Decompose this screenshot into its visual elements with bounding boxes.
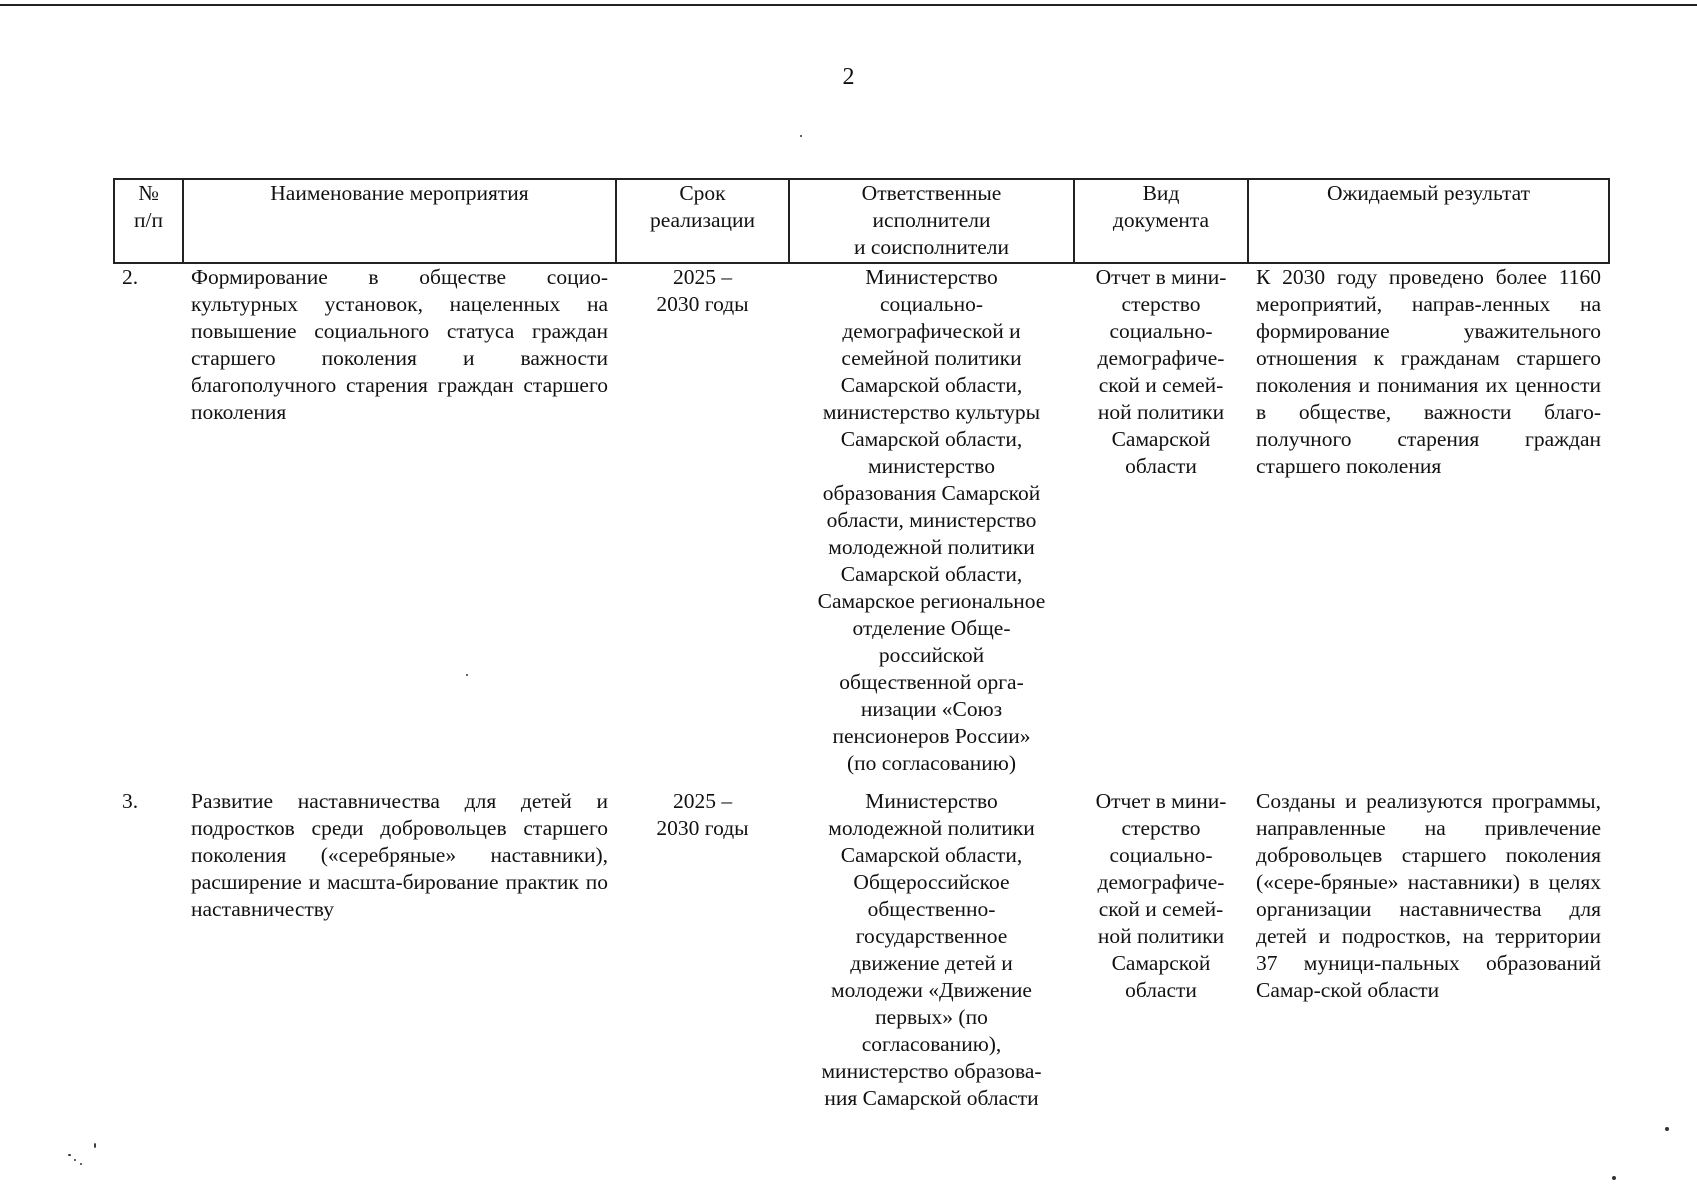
row-number: 2.	[122, 265, 139, 289]
event-executors: Министерство молодежной политики Самарской области, Общероссийское общественно- государственное движение детей и молодежи «Движение первых» (по согласованию), министерство образова- ния Самарской области	[821, 789, 1042, 1110]
table-row	[114, 788, 1609, 1112]
scan-speck	[68, 1154, 71, 1156]
events-table	[113, 178, 1610, 1112]
header-term: Срок реализации	[616, 179, 789, 263]
top-border-line	[0, 4, 1697, 6]
scan-speck	[800, 135, 802, 137]
event-name: Развитие наставничества для детей и подростков среди добровольцев старшего поколения («серебряные» наставники), расширение и масшта-бирование практик по наставничеству	[191, 789, 608, 921]
scan-speck	[1665, 1127, 1669, 1131]
event-term: 2025 – 2030 годы	[656, 265, 749, 316]
header-event-name: Наименование мероприятия	[183, 179, 616, 263]
header-executors: Ответственные исполнители и соисполнители	[789, 179, 1074, 263]
event-expected-result: Созданы и реализуются программы, направленные на привлечение добровольцев старшего поколения («сере-бряные» наставники) в целях организации наставничества для детей и подростков, на территории 37 муници-пальных образований Самар-ской области	[1256, 789, 1601, 1002]
event-document-type: Отчет в мини- стерство социально- демографиче- ской и семей- ной политики Самарской области	[1095, 265, 1227, 478]
scan-speck	[80, 1163, 82, 1165]
header-number: № п/п	[114, 179, 183, 263]
scan-speck	[466, 674, 468, 676]
table-header-row	[114, 179, 1609, 263]
event-document-type: Отчет в мини- стерство социально- демографиче- ской и семей- ной политики Самарской области	[1095, 789, 1227, 1002]
table-row	[114, 263, 1609, 788]
event-name: Формирование в обществе социо-культурных установок, нацеленных на повышение социального статуса граждан старшего поколения и важности благополучного старения граждан старшего поколения	[191, 265, 608, 424]
row-number: 3.	[122, 789, 139, 813]
scan-speck	[94, 1143, 96, 1148]
header-expected-result: Ожидаемый результат	[1248, 179, 1609, 263]
scan-speck	[1612, 1176, 1616, 1180]
event-executors: Министерство социально- демографической и семейной политики Самарской области, министерство культуры Самарской области, министерство образования Самарской области, министерство молодежной политики Самарской области, Самарское региональное отделение Обще- российской общественной орга- низации «Союз пенсионеров России» (по согласованию)	[817, 265, 1046, 775]
scan-speck	[74, 1159, 76, 1161]
page-number: 2	[842, 64, 855, 90]
event-term: 2025 – 2030 годы	[656, 789, 749, 840]
header-document-type: Вид документа	[1074, 179, 1248, 263]
event-expected-result: К 2030 году проведено более 1160 мероприятий, направ-ленных на формирование уважительного отношения к гражданам старшего поколения и понимания их ценности в обществе, важности благо-получного старения граждан старшего поколения	[1256, 265, 1601, 478]
